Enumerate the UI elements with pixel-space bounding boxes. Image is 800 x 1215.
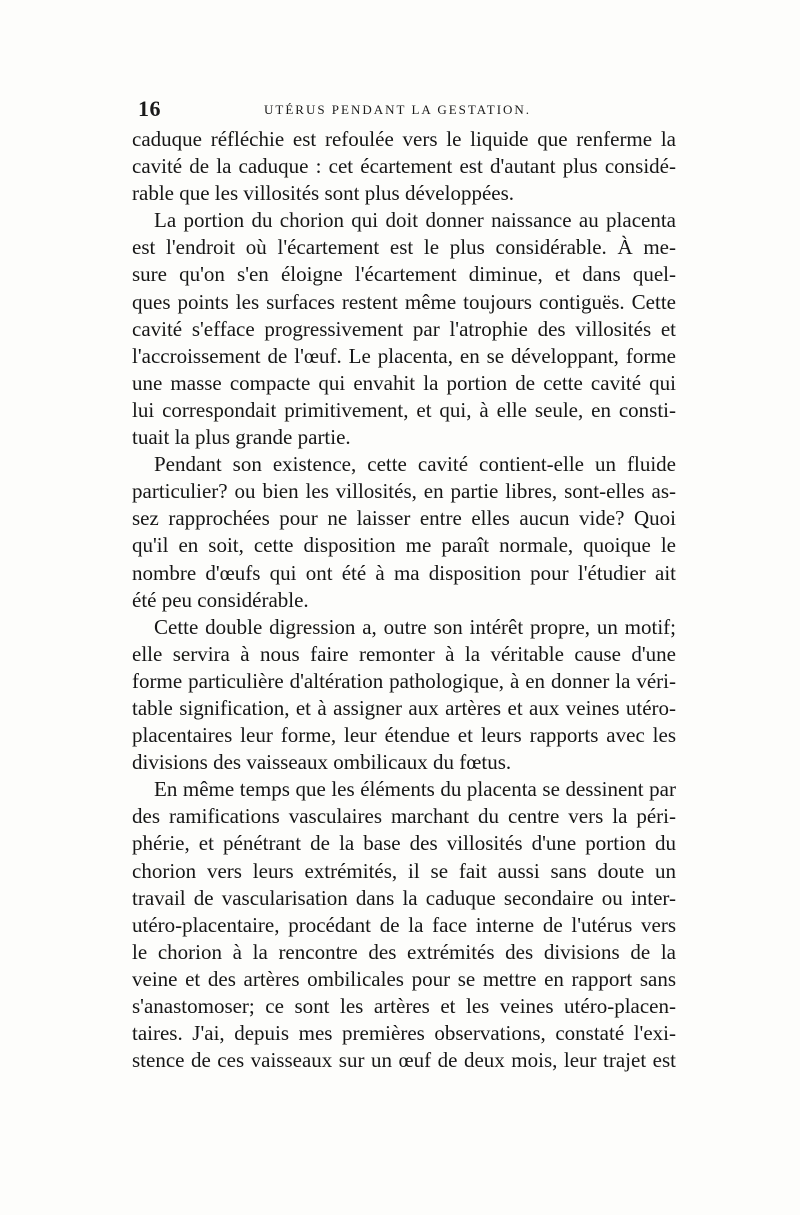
text-line: particulier? ou bien les villosités, en partie libres, sont-elles as-	[132, 479, 676, 504]
text-line: été peu considérable.	[132, 587, 309, 612]
text-line: utéro-placentaire, procédant de la face interne de l'utérus vers	[132, 912, 676, 937]
text-line: cavité de la caduque : cet écartement est d'autant plus considé-	[132, 154, 676, 179]
text-line: table signification, et à assigner aux artères et aux veines utéro-	[132, 695, 676, 720]
text-line: travail de vascularisation dans la caduque secondaire ou inter-	[132, 885, 676, 910]
running-title: UTÉRUS PENDANT LA GESTATION.	[264, 102, 532, 117]
text-line: le chorion à la rencontre des extrémités des divisions de la	[132, 939, 676, 964]
body-text	[132, 126, 676, 1074]
text-line: nombre d'œufs qui ont été à ma disposition pour l'étudier ait	[132, 560, 676, 585]
text-line: caduque réfléchie est refoulée vers le liquide que renferme la	[132, 127, 676, 151]
text-line: rable que les villosités sont plus développées.	[132, 181, 515, 206]
paragraph-start-line: En même temps que les éléments du placenta se dessinent par	[154, 777, 676, 802]
text-line: cavité s'efface progressivement par l'atrophie des villosités et	[132, 316, 676, 341]
text-line: sure qu'on s'en éloigne l'écartement diminue, et dans quel-	[132, 262, 676, 287]
text-line: s'anastomoser; ce sont les artères et les veines utéro-placen-	[132, 994, 676, 1018]
text-line: stence de ces vaisseaux sur un œuf de deux mois, leur trajet est	[132, 1048, 676, 1073]
text-line: veine et des artères ombilicales pour se mettre en rapport sans	[132, 966, 676, 991]
text-line: placentaires leur forme, leur étendue et leurs rapports avec les	[132, 723, 676, 748]
text-line: l'accroissement de l'œuf. Le placenta, en se développant, forme	[132, 343, 676, 368]
text-line: divisions des vaisseaux ombilicaux du fœtus.	[132, 750, 512, 775]
text-line: taires. J'ai, depuis mes premières observations, constaté l'exi-	[132, 1021, 676, 1046]
text-line: est l'endroit où l'écartement est le plus considérable. À me-	[132, 235, 676, 260]
text-line: elle servira à nous faire remonter à la véritable cause d'une	[132, 641, 676, 666]
text-line: tuait la plus grande partie.	[132, 425, 351, 450]
text-line: une masse compacte qui envahit la portion de cette cavité qui	[132, 370, 676, 395]
text-line: lui correspondait primitivement, et qui, à elle seule, en consti-	[132, 397, 676, 422]
page-header	[138, 96, 670, 122]
text-line: sez rapprochées pour ne laisser entre elles aucun vide? Quoi	[132, 506, 676, 531]
page-number: 16	[138, 96, 161, 121]
paragraph-start-line: La portion du chorion qui doit donner naissance au placenta	[154, 208, 676, 233]
text-line: forme particulière d'altération pathologique, à en donner la véri-	[132, 668, 676, 693]
text-line: qu'il en soit, cette disposition me paraît normale, quoique le	[132, 533, 676, 558]
paragraph-start-line: Pendant son existence, cette cavité contient-elle un fluide	[154, 452, 676, 477]
text-line: ques points les surfaces restent même toujours contiguës. Cette	[132, 289, 676, 314]
text-line: chorion vers leurs extrémités, il se fait aussi sans doute un	[132, 858, 676, 883]
text-line: des ramifications vasculaires marchant du centre vers la péri-	[132, 804, 676, 829]
paragraph-start-line: Cette double digression a, outre son intérêt propre, un motif;	[154, 614, 676, 639]
text-line: phérie, et pénétrant de la base des villosités d'une portion du	[132, 831, 676, 856]
